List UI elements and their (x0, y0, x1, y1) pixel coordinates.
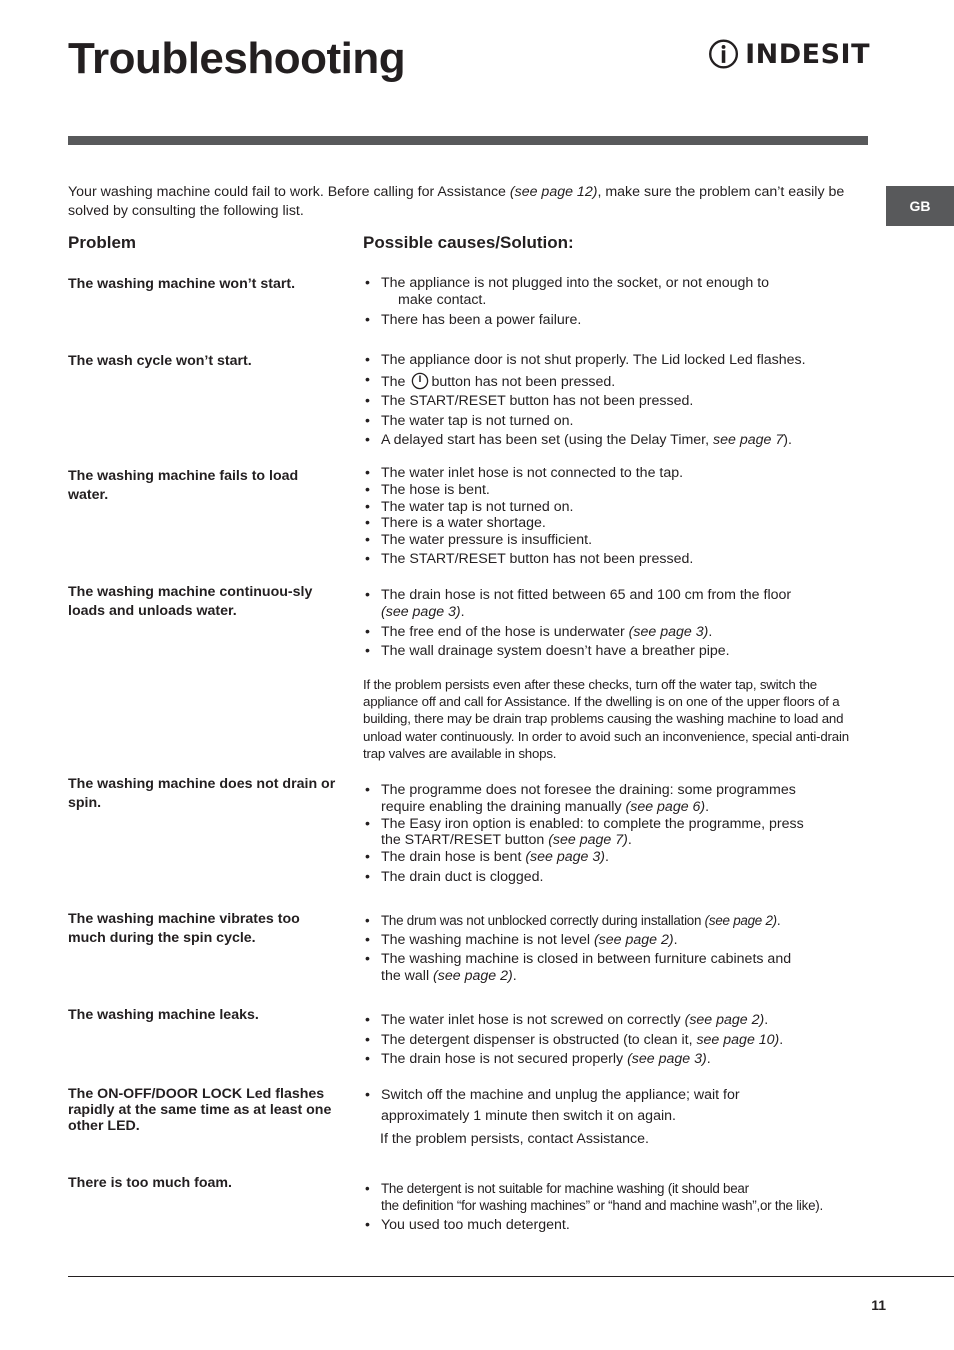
causes-list (363, 587, 868, 663)
cause-item: • The water inlet hose is not screwed on correctly (see page 2). (363, 1012, 868, 1029)
page-title: Troubleshooting (68, 34, 406, 83)
cause-item: • A delayed start has been set (using the Delay Timer, see page 7). (363, 432, 868, 449)
intro-before: Your washing machine could fail to work. Before calling for Assistance (68, 184, 510, 200)
causes-list (363, 1012, 868, 1071)
problem-title: The washing machine does not drain or spin. (68, 776, 336, 811)
cause-item: • The wall drainage system doesn’t have a breather pipe. (363, 643, 868, 660)
cause-item: • The washing machine is closed in between furniture cabinets and the wall (see page 2). (363, 951, 868, 985)
power-button-icon (411, 372, 429, 390)
causes-list (363, 352, 868, 452)
cause-item: • The water tap is not turned on. (363, 499, 868, 516)
problem-title: The wash cycle won’t start. (68, 353, 252, 369)
cause-item: • The hose is bent. (363, 482, 868, 499)
causes-list (363, 1180, 868, 1236)
cause-item: • The free end of the hose is underwater (see page 3). (363, 624, 868, 641)
causes-list (363, 275, 868, 331)
cause-item: • The water inlet hose is not connected to the tap. (363, 465, 868, 482)
cause-item: • The drain hose is not fitted between 65 and 100 cm from the floor (see page 3). (363, 587, 868, 621)
causes-list (363, 912, 868, 988)
problem-column-heading: Problem (68, 233, 137, 252)
cause-item: • The Easy iron option is enabled: to complete the programme, press the START/RESET button (see page 7). (363, 816, 868, 850)
cause-item: • The washing machine is not level (see page 2). (363, 932, 868, 949)
brand-name: INDESIT (745, 38, 870, 70)
persisting-problem-note: If the problem persists even after these checks, turn off the water tap, switch the appliance off and call for Assistance. If the dwelling is on one of the upper floors of a building, there may be drain trap problems causing the washing machine to load and unload water continuously. In order to avoid such an inconvenience, special anti-drain trap valves are available in shops. (363, 677, 849, 761)
intro-page-ref: (see page 12) (509, 184, 598, 200)
cause-item: • The programme does not foresee the draining: some programmes require enabling the draining manually (see page 6). (363, 782, 868, 816)
cause-item: • The START/RESET button has not been pressed. (363, 551, 868, 568)
problem-title: The washing machine won’t start. (68, 276, 296, 292)
cause-item: • Switch off the machine and unplug the appliance; wait for approximately 1 minute then switch it on again. (363, 1085, 868, 1127)
causes-column-heading: Possible causes/Solution: (363, 233, 574, 252)
problem-title: There is too much foam. (68, 1175, 232, 1191)
cause-item: • The START/RESET button has not been pressed. (363, 393, 868, 410)
cause-item: • The water tap is not turned on. (363, 413, 868, 430)
cause-item: • The detergent is not suitable for machine washing (it should bear the definition “for washing machines” or “hand and machine wash”,or the like). (363, 1180, 868, 1214)
cause-item: • The water pressure is insufficient. (363, 532, 868, 549)
language-tab: GB (886, 186, 954, 226)
indesit-logo-icon (708, 33, 739, 75)
cause-item: • You used too much detergent. (363, 1217, 868, 1234)
cause-item: • The detergent dispenser is obstructed (to clean it, see page 10). (363, 1032, 868, 1049)
problem-title: The washing machine continuou-sly loads and unloads water. (68, 584, 313, 619)
footer-rule (68, 1276, 954, 1277)
problem-title: The ON-OFF/DOOR LOCK Led flashes rapidly at the same time as at least one other LED. (68, 1086, 332, 1134)
cause-item: • The appliance door is not shut properly. The Lid locked Led flashes. (363, 352, 868, 369)
intro-after: , make sure the problem can’t easily be solved by consulting the following list. (68, 184, 845, 219)
page-number: 11 (871, 1297, 886, 1313)
intro-text (68, 183, 868, 221)
problem-title: The washing machine leaks. (68, 1007, 259, 1023)
cause-item: • The drum was not unblocked correctly during installation (see page 2). (363, 912, 868, 929)
causes-list (363, 782, 868, 886)
cause-item: • The drain hose is bent (see page 3). (363, 849, 868, 866)
causes-list (363, 465, 868, 568)
cause-item: • The drain duct is clogged. (363, 869, 868, 886)
problem-title: The washing machine vibrates too much during the spin cycle. (68, 911, 300, 946)
cause-item: • There is a water shortage. (363, 515, 868, 532)
brand-logo (708, 32, 870, 76)
contact-assistance-note: If the problem persists, contact Assistance. (380, 1131, 649, 1147)
cause-item: • The drain hose is not secured properly (see page 3). (363, 1051, 868, 1068)
cause-item: • There has been a power failure. (363, 312, 868, 329)
cause-item: • The button has not been pressed. (363, 372, 868, 391)
causes-list (363, 1085, 868, 1147)
header-rule (68, 136, 868, 145)
problem-title: The washing machine fails to load water. (68, 468, 299, 503)
cause-item: • The appliance is not plugged into the socket, or not enough to make contact. (363, 275, 868, 309)
